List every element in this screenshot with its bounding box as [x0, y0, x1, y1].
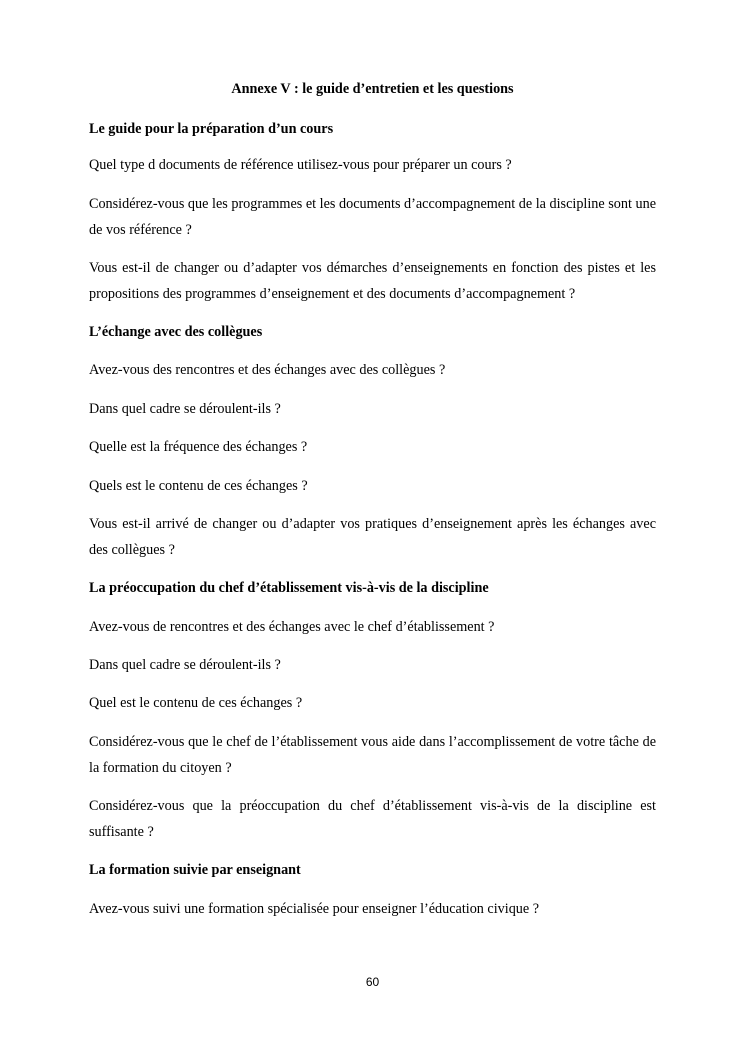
question-2-3: Quelle est la fréquence des échanges ? — [89, 439, 308, 455]
annex-title: Annexe V : le guide d’entretien et les questions — [231, 81, 514, 97]
question-1-2: Considérez-vous que les programmes et les documents d’accompagnement de la discipline sont une de vos référence ? — [89, 196, 656, 238]
question-3-3: Quel est le contenu de ces échanges ? — [89, 695, 303, 711]
section-heading-teacher-training: La formation suivie par enseignant — [89, 862, 301, 878]
question-4-1: Avez-vous suivi une formation spécialisée pour enseigner l’éducation civique ? — [89, 901, 540, 917]
question-3-2: Dans quel cadre se déroulent-ils ? — [89, 657, 281, 673]
section-heading-colleague-exchange: L’échange avec des collègues — [89, 324, 263, 340]
question-2-2: Dans quel cadre se déroulent-ils ? — [89, 401, 281, 417]
question-3-1: Avez-vous de rencontres et des échanges avec le chef d’établissement ? — [89, 619, 495, 635]
question-3-4: Considérez-vous que le chef de l’établissement vous aide dans l’accomplissement de votre tâche de la formation du citoyen ? — [89, 734, 656, 776]
question-2-4: Quels est le contenu de ces échanges ? — [89, 478, 308, 494]
question-1-1: Quel type d documents de référence utilisez-vous pour préparer un cours ? — [89, 157, 512, 173]
question-2-1: Avez-vous des rencontres et des échanges avec des collègues ? — [89, 362, 446, 378]
question-3-5: Considérez-vous que la préoccupation du chef d’établissement vis-à-vis de la discipline est suffisante ? — [89, 798, 656, 840]
section-heading-principal-concern: La préoccupation du chef d’établissement vis-à-vis de la discipline — [89, 580, 489, 596]
section-heading-course-preparation: Le guide pour la préparation d’un cours — [89, 121, 334, 137]
question-2-5: Vous est-il arrivé de changer ou d’adapter vos pratiques d’enseignement après les échanges avec des collègues ? — [89, 516, 656, 558]
page-number: 60 — [365, 975, 380, 989]
question-1-3: Vous est-il de changer ou d’adapter vos démarches d’enseignements en fonction des pistes et les propositions des programmes d’enseignement et des documents d’accompagnement ? — [89, 260, 656, 302]
